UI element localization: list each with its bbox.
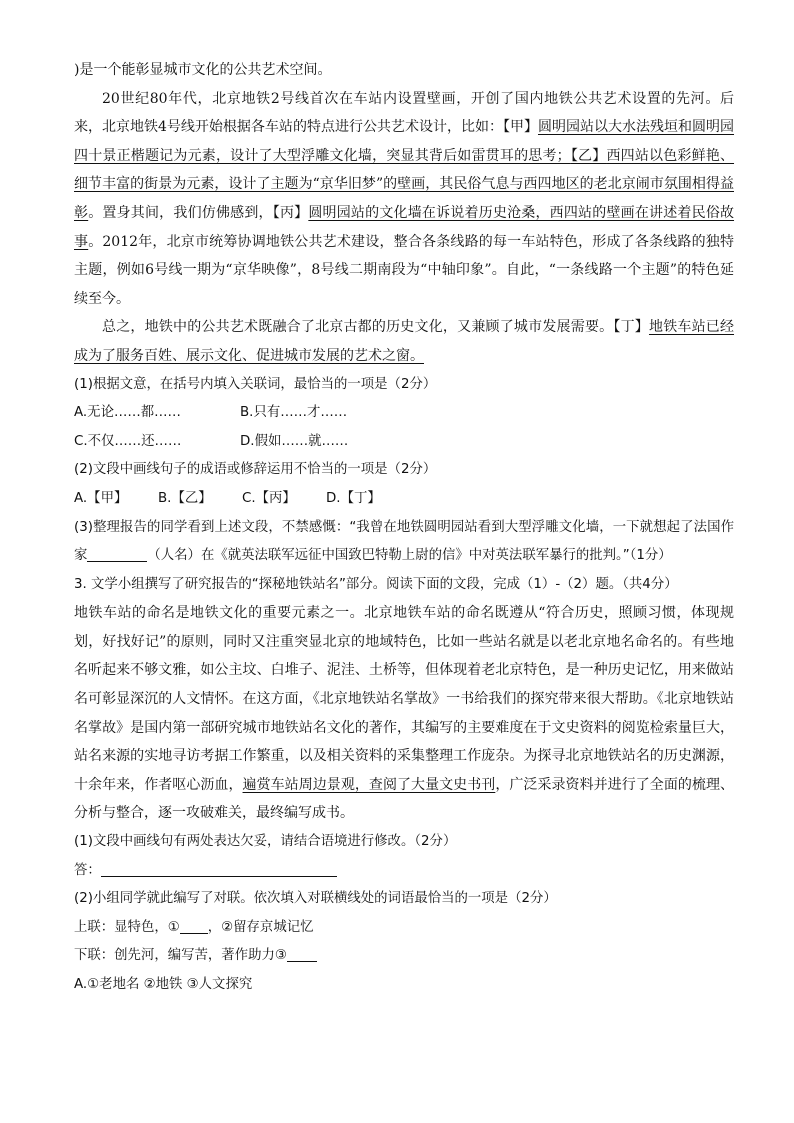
answer-label: 答： bbox=[74, 862, 101, 878]
section-3-question-1-stem: (1)文段中画线句有两处表达欠妥，请结合语境进行修改。（2分） bbox=[74, 834, 457, 850]
couplet-lower bbox=[74, 942, 734, 971]
option-b[interactable]: B.【乙】 bbox=[158, 490, 212, 506]
underlined-sentence-jia: 圆明园站以大水法残垣和圆明园四十景正楷题记为元素，设计了大型浮雕文化墙，突显其背后如雷贯耳的思考； bbox=[74, 119, 735, 164]
option-d[interactable]: D.假如……就…… bbox=[240, 433, 349, 449]
underlined-sentence-bing: 圆明园站的文化墙在诉说着历史沧桑，西四站的壁画在讲述着民俗故事 bbox=[74, 204, 735, 250]
answer-blank[interactable] bbox=[101, 860, 337, 877]
question-3-text: （人名）在《就英法联军远征中国致巴特勒上尉的信》中对英法联军暴行的批判。”（1分） bbox=[147, 548, 672, 564]
couplet-text: 下联：创先河，编写苦，著作助力③ bbox=[74, 948, 287, 964]
couplet-text: ，②留存京城记忆 bbox=[207, 919, 314, 935]
question-3 bbox=[74, 514, 734, 571]
passage-text: )是一个能彰显城市文化的公共艺术空间。 bbox=[74, 62, 332, 78]
option-a[interactable]: A.①老地名 ②地铁 ③人文探究 bbox=[74, 977, 253, 992]
passage-text: 。置身其间，我们仿佛感到，【丙】 bbox=[88, 204, 309, 221]
couplet-upper bbox=[74, 914, 734, 943]
underlined-sentence-ding: 地铁车站已经成为了服务百姓、展示文化、促进城市发展的艺术之窗。 bbox=[74, 319, 735, 364]
question-2-stem: (2)文段中画线句子的成语或修辞运用不恰当的一项是（2分） bbox=[74, 462, 437, 478]
option-a[interactable]: A.无论……都…… bbox=[74, 405, 181, 421]
underlined-sentence-yi: 西四站以色彩鲜艳、细节丰富的街景为元素，设计了主题为“京华旧梦”的壁画，其民俗气息与西四地区的老北京闹市氛围相得益彰 bbox=[74, 147, 735, 221]
passage-paragraph-2 bbox=[74, 85, 734, 314]
section-3-passage bbox=[74, 599, 734, 828]
section-3-question-2-stem: (2)小组同学就此编写了对联。依次填入对联横线处的词语最恰当的一项是（2分） bbox=[74, 891, 557, 907]
passage-text: 总之，地铁中的公共艺术既融合了北京古都的历史文化，又兼顾了城市发展需要。【丁】 bbox=[102, 319, 649, 336]
answer-blank[interactable] bbox=[87, 545, 147, 562]
option-c[interactable]: C.不仅……还…… bbox=[74, 433, 182, 449]
underlined-sentence: 遍赏车站周边景观，查阅了大量文史书刊 bbox=[242, 776, 496, 793]
passage-text: 地铁车站的命名是地铁文化的重要元素之一。北京地铁车站的命名既遵从“符合历史，照顾习惯，体现规划，好找好记”的原则，同时又注重突显北京的地域特色，比如一些站名就是以老北京地名命名的。有些地名听起来不够文雅，如公主坟、白堆子、泥洼、土桥等，但体现着老北京特色，是一种历史记忆，用来做站名可彰显深沉的人文情怀。在这方面，《北京地铁站名掌故》一书给我们的探究带来很大帮助。《北京地铁站名掌故》是国内第一部研究城市地铁站名文化的著作，其编写的主要难度在于文史资料的阅览检索量巨大，站名来源的实地寻访考据工作繁重，以及相关资料的采集整理工作庞杂。为探寻北京地铁站名的历史渊源，十余年来，作者呕心沥血， bbox=[74, 605, 734, 793]
option-c[interactable]: C.【丙】 bbox=[242, 490, 296, 506]
passage-text: ，广泛采录资料并进行了全面的梳理、分析与整合，逐一攻破难关，最终编写成书。 bbox=[74, 776, 735, 822]
couplet-text: 上联：显特色，① bbox=[74, 919, 180, 935]
passage-paragraph-1-start bbox=[74, 56, 734, 85]
document-page bbox=[74, 56, 734, 1000]
question-1-options-row-2 bbox=[74, 428, 734, 457]
question-3-text: (3)整理报告的同学看到上述文段，不禁感慨：“我曾在地铁圆明园站看到大型浮雕文化墙，一下就想起了法国作家 bbox=[74, 519, 734, 564]
passage-text: 。2012年，北京市统筹协调地铁公共艺术建设，整合各条线路的每一车站特色，形成了各条线路的独特主题，例如6号线一期为“京华映像”，8号线二期南段为“中轴印象”。自此，“一条线路一个主题”的特色延续至今。 bbox=[74, 233, 734, 307]
option-a[interactable]: A.【甲】 bbox=[74, 490, 128, 506]
option-b[interactable]: B.只有……才…… bbox=[240, 405, 348, 421]
answer-blank[interactable] bbox=[287, 945, 317, 962]
passage-paragraph-3 bbox=[74, 313, 734, 370]
marker-yi: 【乙】 bbox=[570, 147, 607, 164]
question-1-stem: (1)根据文意，在括号内填入关联词，最恰当的一项是（2分） bbox=[74, 376, 437, 392]
option-d[interactable]: D.【丁】 bbox=[326, 490, 381, 506]
question-1-options-row-1 bbox=[74, 399, 734, 428]
answer-line bbox=[74, 857, 734, 886]
section-3-title: 3. 文学小组撰写了研究报告的“探秘地铁站名”部分。阅读下面的文段，完成（1）-（2）题。（共4分） bbox=[74, 576, 678, 592]
answer-blank[interactable] bbox=[180, 917, 208, 934]
question-2-options bbox=[74, 485, 734, 514]
passage-text: 20世纪80年代，北京地铁2号线首次在车站内设置壁画，开创了国内地铁公共艺术设置的先河。后来，北京地铁4号线开始根据各车站的特点进行公共艺术设计，比如：【甲】 bbox=[74, 90, 734, 136]
